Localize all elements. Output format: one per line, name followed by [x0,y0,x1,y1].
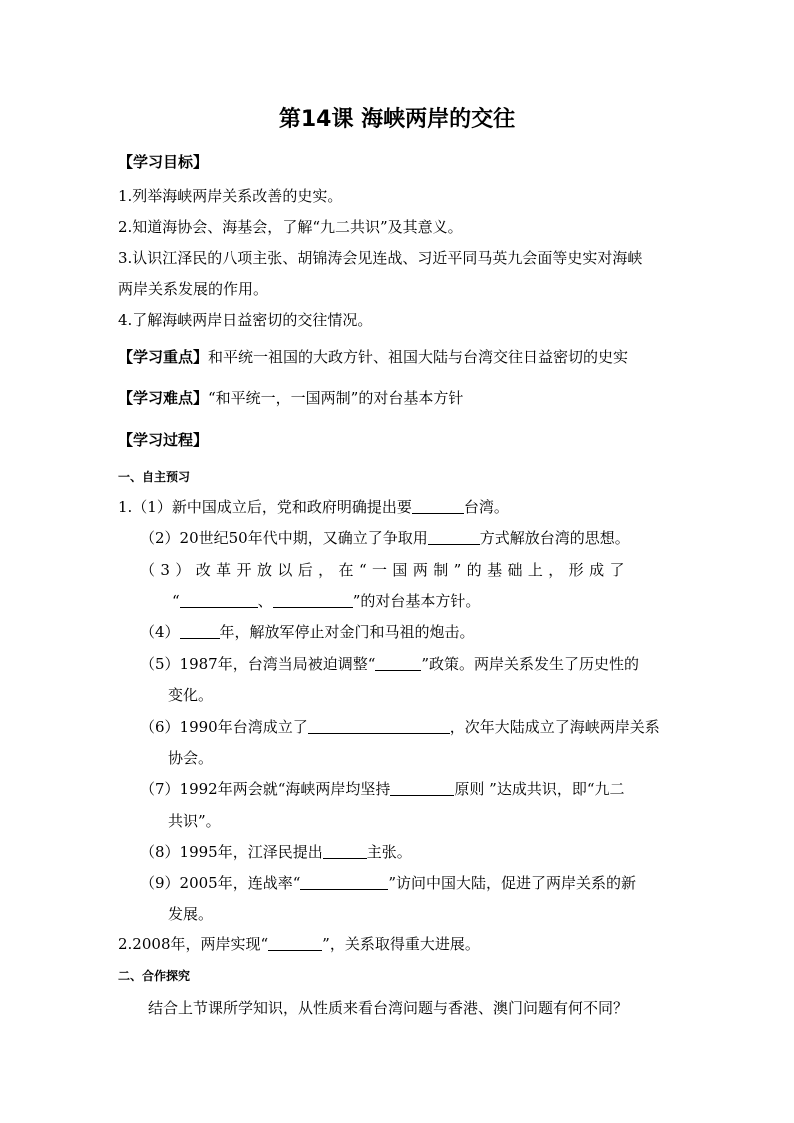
answer-blank[interactable] [375,655,421,671]
question-line: “ 、 ”的对台基本方针。 [172,592,481,610]
answer-blank[interactable] [412,498,464,514]
question-line: （5）1987年，台湾当局被迫调整“ ”政策。两岸关系发生了历史性的 [140,655,640,673]
question-line: （2）20世纪50年代中期，又确立了争取用 方式解放台湾的思想。 [140,529,630,547]
answer-blank[interactable] [180,592,258,608]
question-line: （4） 年，解放军停止对金门和马祖的炮击。 [140,623,475,641]
answer-blank[interactable] [268,935,322,951]
section-heading: 一、自主预习 [118,470,191,484]
question-line: 协会。 [168,749,214,767]
objective-item: 1.列举海峡两岸关系改善的史实。 [118,187,343,205]
page-title: 第14课 海峡两岸的交往 [278,107,516,132]
question-line: 2.2008年，两岸实现“ ”，关系取得重大进展。 [118,935,480,953]
focus-text: 和平统一祖国的大政方针、祖国大陆与台湾交往日益密切的史实 [208,348,629,366]
answer-blank[interactable] [428,529,480,545]
answer-blank[interactable] [180,623,220,639]
objective-item: 两岸关系发展的作用。 [118,280,269,298]
discussion-question: 结合上节课所学知识，从性质来看台湾问题与香港、澳门问题有何不同？ [148,999,629,1017]
question-line: 发展。 [168,905,214,923]
focus-label: 【学习重点】 [118,348,209,366]
answer-blank[interactable] [300,874,388,890]
answer-blank[interactable] [273,592,353,608]
question-line: 1.（1）新中国成立后，党和政府明确提出要 台湾。 [118,498,509,516]
section-heading: 二、合作探究 [118,969,191,983]
question-line: （3）改革开放以后，在“一国两制”的基础上，形成了 [140,561,630,579]
question-line: （9）2005年，连战率“ ”访问中国大陆，促进了两岸关系的新 [140,874,637,892]
question-line: 共识”。 [168,812,221,830]
difficulty-line [118,388,463,408]
process-heading: 【学习过程】 [118,431,209,449]
answer-blank[interactable] [308,718,450,734]
answer-blank[interactable] [323,843,367,859]
difficulty-text: “和平统一，一国两制”的对台基本方针 [208,389,464,407]
question-line: （7）1992年两会就“海峡两岸均坚持 原则 ”达成共识，即“九二 [140,780,625,798]
difficulty-label: 【学习难点】 [118,389,209,407]
answer-blank[interactable] [390,780,454,796]
question-line: （6）1990年台湾成立了 ，次年大陆成立了海峡两岸关系 [140,718,660,736]
question-line: （8）1995年，江泽民提出 主张。 [140,843,412,861]
objective-item: 2.知道海协会、海基会，了解“九二共识”及其意义。 [118,218,463,236]
objective-item: 4.了解海峡两岸日益密切的交往情况。 [118,311,373,329]
objective-item: 3.认识江泽民的八项主张、胡锦涛会见连战、习近平同马英九会面等史实对海峡 [118,249,643,267]
objectives-heading: 【学习目标】 [118,153,209,171]
question-line: 变化。 [168,686,214,704]
focus-line [118,347,628,367]
